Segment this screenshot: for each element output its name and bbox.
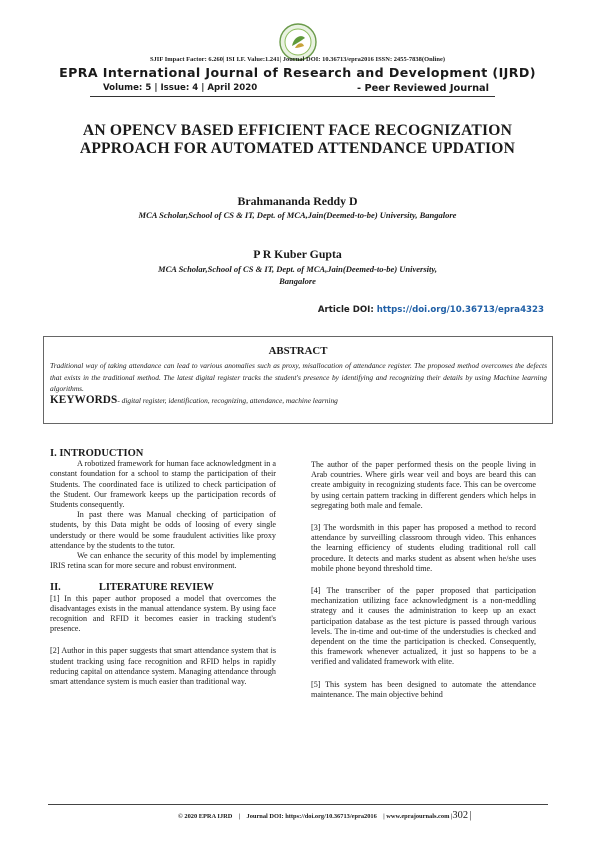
- keywords-label: KEYWORDS: [50, 394, 118, 406]
- abstract-text: Traditional way of taking attendance can lead to various anomalies such as proxy, misallocation of attendance register. The proposed method overcomes the defects that exists in the traditional method. The latest digital register tracks the student's presence by identifying and recognizing their details by using Machine learning algorithms.: [50, 361, 547, 394]
- author-affiliation-2: [80, 263, 515, 287]
- article-doi-link[interactable]: https://doi.org/10.36713/epra4323: [376, 305, 544, 315]
- volume-issue: Volume: 5 | Issue: 4 | April 2020: [103, 83, 258, 93]
- right-paragraph-2: [3] The wordsmith in this paper has proposed a method to record attendance by surveilling classroom through video. This enhances the learning efficiency of students eluding traditional roll call procedure. It detects and marks student as absent when he/she uses mobile phone beyond threshold time.: [311, 523, 536, 573]
- literature-heading: [50, 583, 276, 593]
- author-affiliation-2-line-2: Bangalore: [279, 276, 316, 286]
- right-paragraph-1: The author of the paper performed thesis on the people living in Arab countries. Where girls wear veil and boys are beard this can create ambiguity in recognizing students face. This can be overcome by using certain pattern tracking in different genders which helps in segregating both male and female.: [311, 460, 536, 510]
- right-paragraph-4: [5] This system has been designed to automate the attendance maintenance. The main objective behind: [311, 679, 536, 699]
- keywords-line: [50, 394, 547, 406]
- journal-name: EPRA International Journal of Research and Development (IJRD): [59, 65, 536, 80]
- article-doi-label: Article DOI:: [317, 305, 377, 315]
- footer-journal-doi[interactable]: Journal DOI: https://doi.org/10.36713/epra2016: [246, 813, 377, 820]
- footer-copyright: © 2020 EPRA IJRD: [178, 813, 233, 820]
- literature-heading-text: LITERATURE REVIEW: [98, 582, 214, 594]
- author-name-2: P R Kuber Gupta: [253, 247, 342, 261]
- author-affiliation-2-line-1: MCA Scholar,School of CS & IT, Dept. of MCA,Jain(Deemed-to-be) University,: [158, 264, 437, 274]
- intro-paragraph-2: In past there was Manual checking of participation of students, by this Data might be odds of loosing of every single understudy or there would be some fraudulent activities like proxy attendance by the students to the tutor.: [50, 510, 276, 550]
- paper-title-line-2: APPROACH FOR AUTOMATED ATTENDANCE UPDATION: [79, 140, 516, 157]
- journal-meta-line: SJIF Impact Factor: 6.260| ISI I.F. Value:1.241| Journal DOI: 10.36713/epra2016 ISSN: 2455-7838(Online): [149, 56, 446, 63]
- abstract-heading: ABSTRACT: [268, 345, 328, 357]
- page-number: 302: [452, 810, 469, 821]
- paper-title: [40, 122, 555, 158]
- literature-paragraph-1: [1] In this paper author proposed a model that overcomes the disadvantages exists in the manual attendance system. By using face recognition and RFID it becomes easier in tracking student's presence.: [50, 593, 276, 634]
- author-name-1: Brahmananda Reddy D: [237, 194, 358, 208]
- literature-paragraph-2: [2] Author in this paper suggests that smart attendance system that is student tracking using face recognition and RFID helps in rapidly reducing capital on attendance system. Managing attendance through smart attendance system is much easier than traditional way.: [50, 646, 276, 687]
- footer-website[interactable]: | www.eprajournals.com |: [383, 813, 453, 820]
- footer-separator: |: [238, 813, 241, 820]
- footer-divider: [48, 804, 548, 805]
- paper-title-line-1: AN OPENCV BASED EFFICIENT FACE RECOGNIZATION: [82, 122, 513, 139]
- keywords-text: - digital register, identification, recognizing, attendance, machine learning: [117, 396, 338, 405]
- peer-reviewed-label: - Peer Reviewed Journal: [357, 83, 490, 94]
- intro-paragraph-3: We can enhance the security of this model by implementing IRIS retina scan for more secure and robust environment.: [50, 551, 276, 571]
- author-affiliation-1: MCA Scholar,School of CS & IT, Dept. of MCA,Jain(Deemed-to-be) University, Bangalore: [138, 210, 457, 220]
- right-column: [311, 460, 536, 700]
- article-doi: [318, 305, 544, 315]
- intro-heading: I. INTRODUCTION: [50, 448, 144, 459]
- left-column: [50, 449, 276, 687]
- right-paragraph-3: [4] The transcriber of the paper proposed that participation mechanization utilizing face acknowledgment is a non-meddling strategy and it causes the administration to keep up an exact participation database as the test picture is passed through various levels. The in-time and out-time of the understudies is checked and dependent on the time the participation is checked. Consequently, this framework whenever actualized, it just so happens to be a verified and validated framework with elite.: [311, 586, 536, 667]
- header-divider: [90, 96, 495, 97]
- footer-end-bar: |: [469, 810, 472, 821]
- intro-paragraph-1: A robotized framework for human face acknowledgment in a constant foundation for a school to stamp the participation of their Students. The coordinated face is utilized to check participation of the Student. Our framework keeps up the participation records of Students consequently.: [50, 459, 276, 510]
- literature-heading-number: II.: [50, 582, 61, 594]
- page-footer: [178, 810, 472, 821]
